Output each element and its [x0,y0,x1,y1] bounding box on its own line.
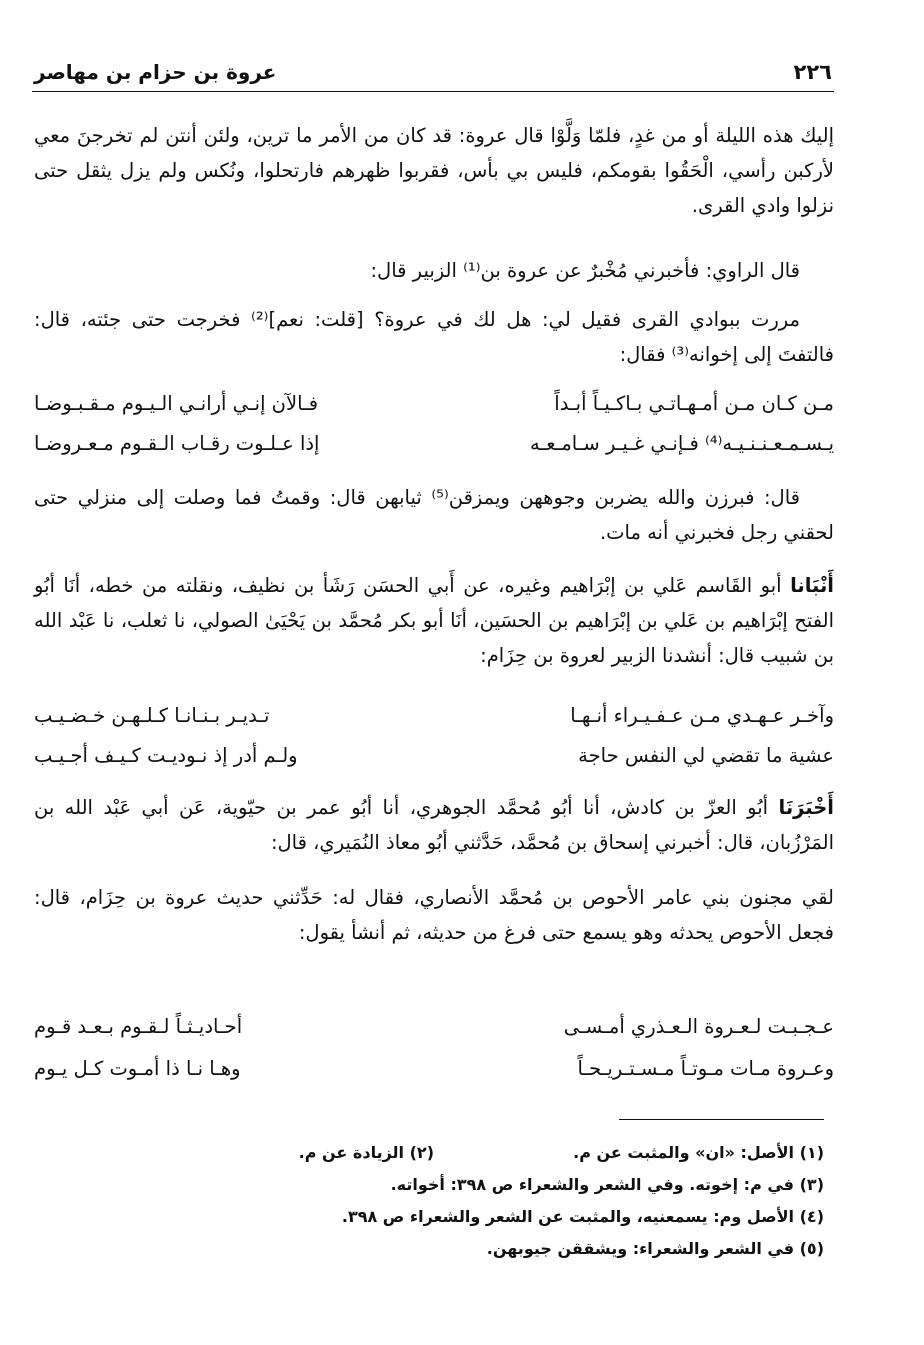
paragraph-4-text: قال: فبرزن والله يضربن وجوههن ويمزقن⁽⁵⁾ ثيابهن قال: وقمتُ فما وصلت إلى منزلي حتى لحقني رجل فخبرني أنه مات. [34,486,834,544]
paragraph-7-text: لقي مجنون بني عامر الأحوص بن مُحمَّد الأنصاري، فقال له: حَدِّثني حديث عروة بن حِزَام، قال: فجعل الأحوص يحدثه وهو يسمع حتى فرغ من حديثه، ثم أنشأ يقول: [34,886,834,944]
page-number: ٢٢٦ [793,60,832,84]
poem-1-verse-1 [34,392,834,427]
poem-3-verse-2-second-hemistich: وهـا نـا ذا أمـوت كـل يـوم [34,1057,241,1080]
footnote-3: (٣) في م: إخوته. وفي الشعر والشعراء ص ٣٩٨: أخواته. [390,1175,824,1194]
poem-2-verse-2 [34,744,834,779]
footnote-1: (١) الأصل: «ان» والمثبت عن م. [573,1143,824,1162]
paragraph-3 [34,302,834,372]
poem-3-verse-1-second-hemistich: أحـاديـثـاً لـقـوم بـعـد قـوم [34,1015,243,1038]
poem-2-verse-2-first-hemistich: عشية ما تقضي لي النفس حاجة [578,744,834,767]
header-divider [32,91,834,92]
poem-1-verse-2-first-hemistich: يـسـمـعـنـنـيـه⁽⁴⁾ فـإنـي غـيـر سـامـعـه [530,432,834,455]
paragraph-6 [34,790,834,860]
footnote-5: (٥) في الشعر والشعراء: ويشققن جيوبهن. [486,1239,824,1258]
poem-2-verse-1-second-hemistich: تـديـر بـنـانـا كـلـهـن خـضـيـب [34,704,270,727]
paragraph-2-text: قال الراوي: فأخبرني مُخْبرٌ عن عروة بن⁽¹⁾ الزبير قال: [370,259,800,282]
paragraph-1-text: إليك هذه الليلة أو من غدٍ، فلمّا وَلَّوْا قال عروة: قد كان من الأمر ما ترين، ولئن أنتن لم تخرجنَ معي لأركبن رأسي، الْحَقُوا بقومكم، فليس بي بأس، فقربوا ظهرهم فارتحلوا، ونُكس ولم يزل يثقل حتى نزلوا وادي القرى. [34,124,834,217]
paragraph-3-text: مررت ببوادي القرى فقيل لي: هل لك في عروة؟ [قلت: نعم]⁽²⁾ فخرجت حتى جئته، قال: فالتفتَ إلى إخوانه⁽³⁾ فقال: [34,308,834,366]
paragraph-2 [34,253,834,288]
poem-2-verse-1-first-hemistich: وآخـر عـهـدي مـن عـفـيـراء أنـهـا [570,704,834,727]
footnote-divider [619,1119,824,1120]
isnad-keyword-anbana: أَنْبَانا [790,574,834,597]
poem-1-verse-2 [34,432,834,467]
poem-1-verse-1-first-hemistich: مـن كـان مـن أمـهـاتـي بـاكـيـاً أبـداً [554,392,834,415]
isnad-keyword-akhbarana: أَخْبَرَنَا [778,796,834,819]
paragraph-5 [34,568,834,673]
running-title: عروة بن حزام بن مهاصر [34,60,277,84]
footnote-4: (٤) الأصل وم: يسمعنيه، والمثبت عن الشعر والشعراء ص ٣٩٨. [341,1207,824,1226]
paragraph-5-text: أبو القَاسم عَلي بن إبْرَاهيم وغيره، عن أَبي الحسَن رَشَأ بن نظيف، ونقلته من خطه، أنَا أبُو الفتح إبْرَاهيم بن عَلي بن إبْرَاهيم بن الحسَين، أنَا أبو بكر مُحمَّد بن يَحْيَىٰ الصولي، نا ثعلب، نا عَبْد الله بن شبيب قال: أنشدنا الزبير لعروة بن حِزَام: [34,574,834,667]
paragraph-4 [34,480,834,550]
poem-1-verse-2-second-hemistich: إذا عـلـوت رقـاب الـقـوم مـعـروضـا [34,432,320,455]
poem-2-verse-1 [34,704,834,739]
poem-3-verse-1 [34,1015,834,1050]
footnote-2: (٢) الزيادة عن م. [298,1143,434,1162]
poem-3-verse-1-first-hemistich: عـجـبـت لـعـروة الـعـذري أمـسـى [563,1015,834,1038]
poem-3-verse-2-first-hemistich: وعـروة مـات مـوتـاً مـسـتـريـحـاً [577,1057,834,1080]
poem-1-verse-1-second-hemistich: فـالآن إنـي أرانـي الـيـوم مـقـبـوضـا [34,392,319,415]
paragraph-1 [34,118,834,223]
paragraph-6-text: أبُو العزّ بن كادش، أنا أبُو مُحمَّد الجوهري، أنا أبُو عمر بن حيّوية، عَن أبي عَبْد الله بن المَرْزُبان، قال: أخبرني إسحاق بن مُحمَّد، حَدَّثني أبُو معاذ النُمَيري، قال: [34,796,834,854]
poem-3-verse-2 [34,1057,834,1092]
paragraph-7 [34,880,834,950]
poem-2-verse-2-second-hemistich: ولـم أدر إذ نـوديـت كـيـف أجـيـب [34,744,298,767]
